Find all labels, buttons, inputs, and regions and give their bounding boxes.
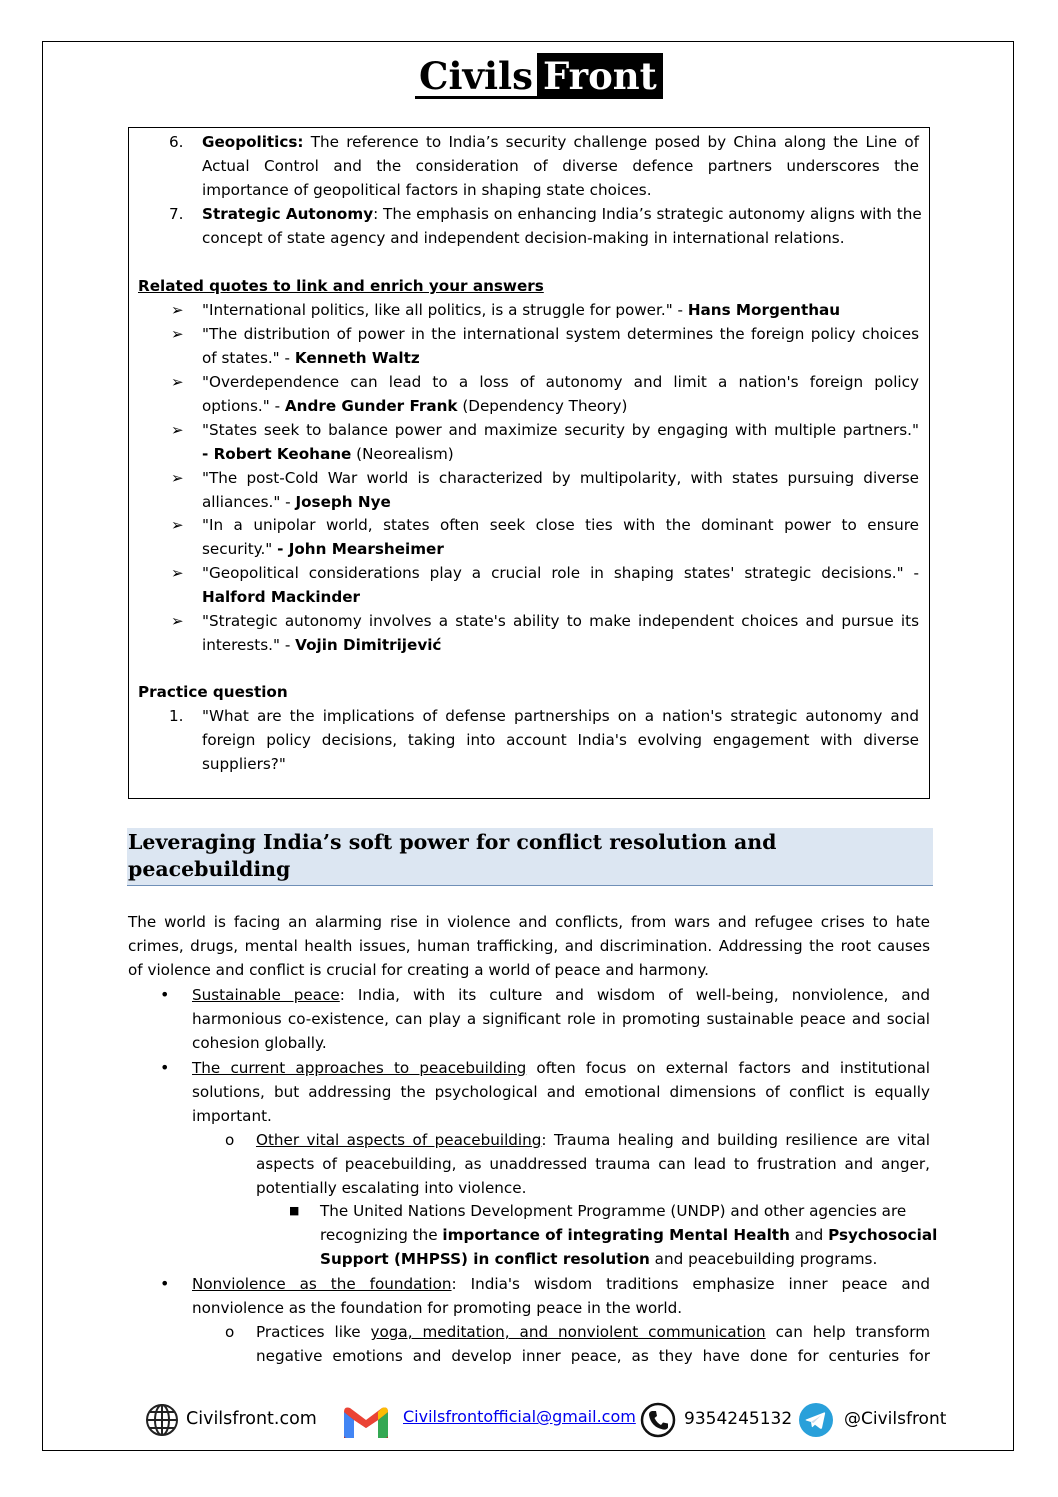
bullet-3-line-1	[192, 1272, 930, 1296]
practice-line-2: foreign policy decisions, taking into account India's evolving engagement with diverse	[202, 731, 919, 749]
item-text: : The emphasis on enhancing India’s strategic autonomy aligns with the	[373, 205, 922, 223]
footer-email-link[interactable]: Civilsfrontofficial@gmail.com	[403, 1407, 636, 1426]
bullet-2-line-1	[192, 1056, 930, 1080]
arrow-bullet-icon: ➢	[171, 612, 184, 630]
quote-3-line-2	[202, 394, 929, 418]
bullet-dot-icon: •	[160, 985, 170, 1004]
quote-5-line-2	[202, 490, 929, 514]
bullet-3-line-2: nonviolence as the foundation for promoting peace in the world.	[192, 1299, 683, 1317]
quote-7-line-1: "Geopolitical considerations play a crucial role in shaping states' strategic decisions." -	[202, 564, 919, 582]
quote-text: security."	[202, 540, 278, 558]
quote-4-line-2	[202, 442, 929, 466]
item-6-line-2: Actual Control and the consideration of diverse defence partners underscores the	[202, 157, 919, 175]
arrow-bullet-icon: ➢	[171, 564, 184, 582]
section-title	[128, 829, 928, 883]
quote-author: Halford Mackinder	[202, 588, 361, 606]
arrow-bullet-icon: ➢	[171, 421, 184, 439]
item-title: Geopolitics:	[202, 133, 304, 151]
item-6-line-3: importance of geopolitical factors in shaping state choices.	[202, 181, 652, 199]
globe-icon	[144, 1402, 180, 1438]
bullet-2a-line-2: aspects of peacebuilding, as unaddressed trauma can lead to frustration and anger,	[256, 1155, 930, 1173]
bullet-text: recognizing the	[320, 1226, 443, 1244]
quote-note: (Dependency Theory)	[457, 397, 628, 415]
bullet-bold: Support (MHPSS) in conflict resolution	[320, 1250, 650, 1268]
bullet-bold: Psychosocial	[828, 1226, 938, 1244]
practice-line-1: "What are the implications of defense partnerships on a nation's strategic autonomy and	[202, 707, 919, 725]
bullet-text: often focus on external factors and institutional	[526, 1059, 930, 1077]
bullet-2a1-line-1: The United Nations Development Programme (UNDP) and other agencies are	[320, 1202, 907, 1220]
quotes-box	[128, 127, 930, 799]
bullet-text: Practices like	[256, 1323, 371, 1341]
quote-text: alliances." -	[202, 493, 296, 511]
section-title-line-1: Leveraging India’s soft power for conflict resolution and	[128, 830, 777, 854]
quote-note: (Neorealism)	[351, 445, 454, 463]
bullet-text: and peacebuilding programs.	[649, 1250, 878, 1268]
arrow-bullet-icon: ➢	[171, 373, 184, 391]
bullet-term: Sustainable peace	[192, 986, 340, 1004]
quote-text: options." -	[202, 397, 285, 415]
practice-heading	[138, 680, 929, 704]
quote-2-line-1: "The distribution of power in the international system determines the foreign policy choices	[202, 325, 919, 343]
quotes-heading-text: Related quotes to link and enrich your answers	[138, 277, 544, 295]
practice-line-3: suppliers?"	[202, 755, 286, 773]
quote-author: Hans Morgenthau	[687, 301, 841, 319]
bullet-2a1-line-3	[320, 1247, 877, 1271]
arrow-bullet-icon: ➢	[171, 301, 184, 319]
item-7-line-2: concept of state agency and independent decision-making in international relations.	[202, 229, 845, 247]
item-number: 7.	[169, 205, 184, 223]
bullet-text: : Trauma healing and building resilience are vital	[541, 1131, 931, 1149]
bullet-term: yoga, meditation, and nonviolent communication	[370, 1323, 766, 1341]
bullet-2-line-3: important.	[192, 1107, 272, 1125]
quote-8-line-1: "Strategic autonomy involves a state's ability to make independent choices and pursue its	[202, 612, 919, 630]
phone-icon	[639, 1401, 677, 1439]
intro-line-3: of violence and conflict is crucial for creating a world of peace and harmony.	[128, 961, 709, 979]
quote-1	[202, 298, 929, 322]
logo-text-civils: Civils	[415, 53, 537, 99]
civils-front-logo	[415, 53, 663, 99]
item-text: The reference to India’s security challenge posed by China along the Line of	[310, 133, 919, 151]
quote-7-line-2	[202, 585, 929, 609]
item-7-line-1	[129, 202, 929, 226]
bullet-3a-line-2: negative emotions and develop inner peace, as they have done for centuries for	[256, 1347, 930, 1365]
quote-text: interests." -	[202, 636, 296, 654]
logo-text-front: Front	[537, 53, 663, 99]
footer-website-link[interactable]: Civilsfront.com	[186, 1409, 317, 1429]
quote-2-line-2	[202, 346, 929, 370]
bullet-dot-icon: •	[160, 1274, 170, 1293]
quote-6-line-1: "In a unipolar world, states often seek close ties with the dominant power to ensure	[202, 516, 919, 534]
bullet-2a1-line-2	[320, 1223, 938, 1247]
quote-author: - Robert Keohane	[202, 445, 352, 463]
practice-number: 1.	[169, 707, 184, 725]
gmail-icon	[340, 1404, 392, 1440]
circle-bullet-icon: o	[225, 1131, 235, 1149]
arrow-bullet-icon: ➢	[171, 516, 184, 534]
footer-phone[interactable]: 9354245132	[684, 1409, 793, 1429]
bullet-2a-line-1	[256, 1128, 930, 1152]
quote-5-line-1: "The post-Cold War world is characterized by multipolarity, with states pursuing diverse	[202, 469, 919, 487]
telegram-icon	[798, 1402, 834, 1438]
bullet-1-line-1	[192, 983, 930, 1007]
quote-6-line-2	[202, 537, 929, 561]
intro-line-2: crimes, drugs, mental health issues, human trafficking, and discrimination. Addressing the root causes	[128, 937, 930, 955]
quote-4-line-1: "States seek to balance power and maximize security by engaging with multiple partners."	[202, 421, 919, 439]
intro-line-1: The world is facing an alarming rise in violence and conflicts, from wars and refugee crises to hate	[128, 913, 930, 931]
bullet-2a-line-3: potentially escalating into violence.	[256, 1179, 527, 1197]
square-bullet-icon: ■	[289, 1204, 300, 1217]
quote-author: Vojin Dimitrijević	[295, 636, 442, 654]
quote-8-line-2	[202, 633, 929, 657]
bullet-term: Other vital aspects of peacebuilding	[256, 1131, 542, 1149]
arrow-bullet-icon: ➢	[171, 325, 184, 343]
item-title: Strategic Autonomy	[202, 205, 374, 223]
bullet-text: : India, with its culture and wisdom of well-being, nonviolence, and	[339, 986, 931, 1004]
bullet-term: The current approaches to peacebuilding	[192, 1059, 527, 1077]
item-number: 6.	[169, 133, 184, 151]
bullet-dot-icon: •	[160, 1058, 170, 1077]
bullet-1-line-3: cohesion globally.	[192, 1034, 327, 1052]
item-6-line-1	[129, 130, 929, 154]
quote-author: Andre Gunder Frank	[284, 397, 458, 415]
circle-bullet-icon: o	[225, 1323, 235, 1341]
arrow-bullet-icon: ➢	[171, 469, 184, 487]
section-title-line-2: peacebuilding	[128, 857, 291, 881]
practice-heading-text: Practice question	[138, 683, 288, 701]
quote-text: of states." -	[202, 349, 295, 367]
footer-telegram[interactable]: @Civilsfront	[844, 1409, 947, 1429]
bullet-term: Nonviolence as the foundation	[192, 1275, 452, 1293]
quote-author: Kenneth Waltz	[294, 349, 420, 367]
bullet-3a-line-1	[256, 1320, 930, 1344]
bullet-2-line-2: solutions, but addressing the psychological and emotional dimensions of conflict is equally	[192, 1083, 930, 1101]
bullet-text: can help transform	[765, 1323, 930, 1341]
bullet-1-line-2: harmonious co-existence, can play a significant role in promoting sustainable peace and social	[192, 1010, 930, 1028]
quote-author: - John Mearsheimer	[277, 540, 444, 558]
quote-3-line-1: "Overdependence can lead to a loss of autonomy and limit a nation's foreign policy	[202, 373, 919, 391]
quotes-heading	[138, 274, 929, 298]
quote-author: Joseph Nye	[295, 493, 391, 511]
quote-text: "International politics, like all politics, is a struggle for power." -	[202, 301, 688, 319]
bullet-text: and	[789, 1226, 829, 1244]
bullet-text: : India's wisdom traditions emphasize inner peace and	[451, 1275, 930, 1293]
bullet-bold: importance of integrating Mental Health	[442, 1226, 790, 1244]
